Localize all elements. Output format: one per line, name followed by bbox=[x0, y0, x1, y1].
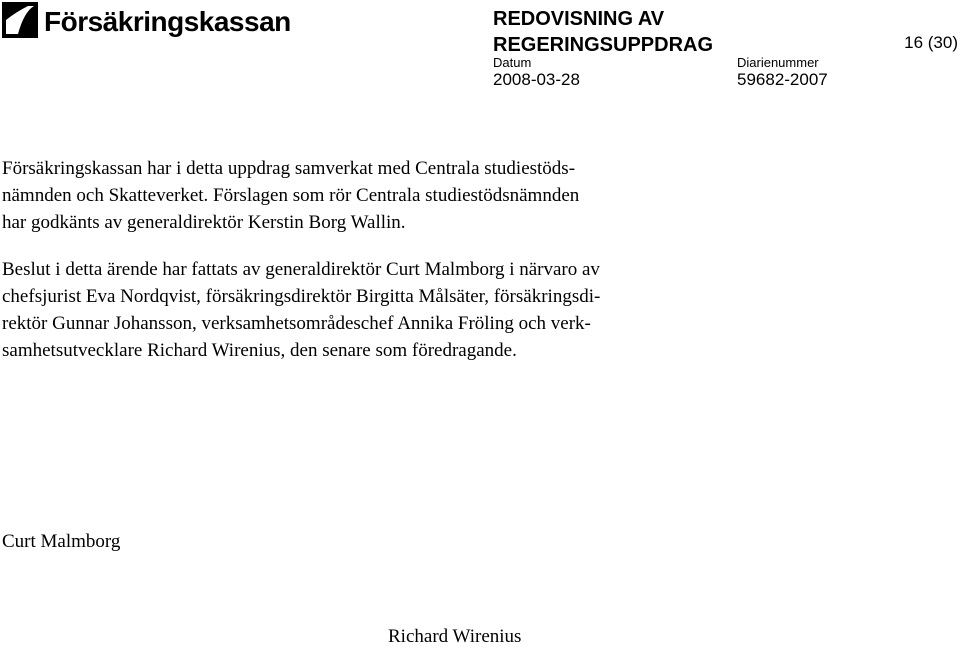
paragraph-line: har godkänts av generaldirektör Kerstin Borg Wallin. bbox=[2, 212, 406, 233]
signature-richard-wirenius: Richard Wirenius bbox=[388, 626, 522, 647]
forsakringskassan-logo-icon bbox=[2, 2, 38, 38]
paragraph-line: Beslut i detta ärende har fattats av generaldirektör Curt Malmborg i närvaro av bbox=[2, 259, 600, 280]
date-label: Datum bbox=[493, 55, 532, 70]
title-line-1: REDOVISNING AV bbox=[493, 8, 665, 30]
paragraph-line: samhetsutvecklare Richard Wirenius, den senare som föredragande. bbox=[2, 340, 517, 361]
organization-name: Försäkringskassan bbox=[44, 6, 291, 37]
body-paragraph-2 bbox=[2, 256, 600, 364]
paragraph-line: rektör Gunnar Johansson, verksamhetsområdeschef Annika Fröling och verk- bbox=[2, 313, 591, 334]
logo bbox=[2, 2, 291, 38]
paragraph-line: nämnden och Skatteverket. Förslagen som rör Centrala studiestödsnämnden bbox=[2, 185, 580, 206]
paragraph-line: Försäkringskassan har i detta uppdrag samverkat med Centrala studiestöds- bbox=[2, 158, 576, 179]
diary-number-value: 59682-2007 bbox=[737, 70, 828, 89]
signature-curt-malmborg: Curt Malmborg bbox=[2, 531, 121, 552]
paragraph-line: chefsjurist Eva Nordqvist, försäkringsdirektör Birgitta Målsäter, försäkringsdi- bbox=[2, 286, 601, 307]
document-title bbox=[493, 6, 713, 58]
body-paragraph-1 bbox=[2, 155, 579, 236]
date-value: 2008-03-28 bbox=[493, 70, 580, 89]
page-number: 16 (30) bbox=[904, 33, 958, 52]
diary-number-label: Diarienummer bbox=[737, 55, 819, 70]
title-line-2: REGERINGSUPPDRAG bbox=[493, 34, 714, 56]
